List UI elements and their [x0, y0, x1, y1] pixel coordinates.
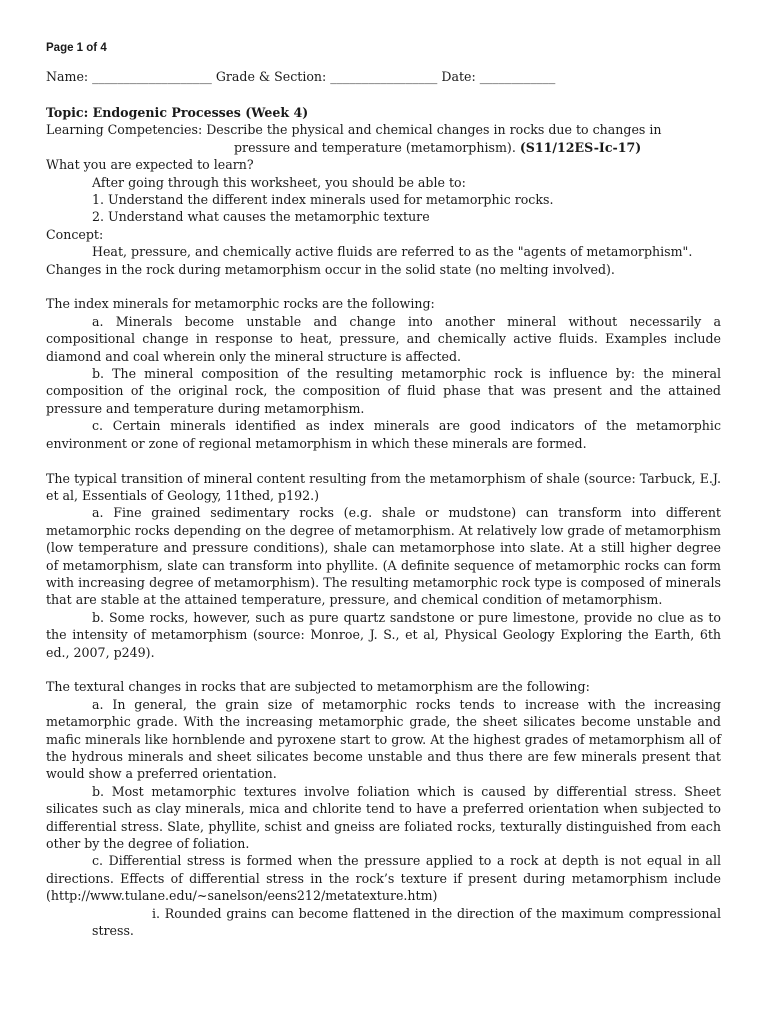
texture-item: b. Most metamorphic textures involve foliation which is caused by differential stress. Sheet silicates such as clay minerals, mica and chlorite tend to have a preferred orientation when subjected to differential stress. Slate, phyllite, schist and gneiss are foliated rocks, texturally distinguished from each other by the degree of foliation. — [46, 783, 721, 852]
concept-paragraph: Heat, pressure, and chemically active fluids are referred to as the "agents of metamorphism". — [92, 244, 693, 260]
index-mineral-item: a. Minerals become unstable and change into another mineral without necessarily a compositional change in response to heat, pressure, and chemically active fluids. Examples include diamond and coal wherein only the mineral structure is affected. — [46, 313, 721, 364]
objective-item: 2. Understand what causes the metamorphic texture — [92, 209, 430, 225]
lc-continuation: pressure and temperature (metamorphism). — [234, 139, 516, 155]
texture-item: a. In general, the grain size of metamorphic rocks tends to increase with the increasing metamorphic grade. With the increasing metamorphic grade, the sheet silicates become unstable and mafic minerals like hornblende and pyroxene start to grow. At the highest grades of metamorphism all of the hydrous minerals and sheet silicates become unstable and thus there are few minerals present that would show a preferred orientation. — [46, 696, 721, 782]
concept-paragraph: Changes in the rock during metamorphism occur in the solid state (no melting involved). — [46, 261, 615, 277]
expectation-question: What you are expected to learn? — [46, 157, 254, 173]
worksheet-body — [46, 104, 721, 939]
texture-subitem: i. Rounded grains can become flattened in the direction of the maximum compressional stress. — [92, 905, 721, 939]
shale-intro: The typical transition of mineral content resulting from the metamorphism of shale (source: Tarbuck, E.J. et al, Essentials of Geology, 11thed, p192.) — [46, 470, 721, 503]
learning-competencies-cont — [46, 139, 721, 156]
learning-competencies: Learning Competencies: Describe the physical and chemical changes in rocks due to changes in — [46, 122, 662, 138]
expectation-intro: After going through this worksheet, you should be able to: — [92, 174, 466, 190]
lc-code: (S11/12ES-Ic-17) — [519, 139, 642, 155]
student-info-line: Name: ___________________ Grade & Section: _________________ Date: ____________ — [46, 69, 556, 84]
index-mineral-item: b. The mineral composition of the resulting metamorphic rock is influence by: the mineral composition of the original rock, the composition of fluid phase that was present and the attained pressure and temperature during metamorphism. — [46, 366, 721, 416]
concept-label: Concept: — [46, 226, 104, 242]
shale-item: b. Some rocks, however, such as pure quartz sandstone or pure limestone, provide no clue as to the intensity of metamorphism (source: Monroe, J. S., et al, Physical Geology Exploring the Earth, 6th ed., 2007, p249). — [46, 609, 721, 660]
shale-item: a. Fine grained sedimentary rocks (e.g. shale or mudstone) can transform into different metamorphic rocks depending on the degree of metamorphism. At relatively low grade of metamorphism (low temperature and pressure conditions), shale can metamorphose into slate. At a still higher degree of metamorphism, slate can transform into phyllite. (A definite sequence of metamorphic rocks can form with increasing degree of metamorphism). The resulting metamorphic rock type is composed of minerals that are stable at the attained temperature, pressure, and chemical condition of metamorphism. — [46, 505, 721, 608]
page-number: Page 1 of 4 — [46, 42, 107, 54]
index-mineral-item: c. Certain minerals identified as index minerals are good indicators of the metamorphic environment or zone of regional metamorphism in which these minerals are formed. — [46, 418, 721, 451]
topic-heading: Topic: Endogenic Processes (Week 4) — [46, 105, 309, 120]
index-minerals-intro: The index minerals for metamorphic rocks are the following: — [46, 296, 435, 312]
objective-item: 1. Understand the different index minerals used for metamorphic rocks. — [92, 192, 554, 208]
texture-intro: The textural changes in rocks that are subjected to metamorphism are the following: — [46, 679, 590, 695]
texture-item: c. Differential stress is formed when the pressure applied to a rock at depth is not equal in all directions. Effects of differential stress in the rock’s texture if present during metamorphism include (http://www.tulane.edu/~sanelson/eens212/metatexture.htm) — [46, 853, 721, 904]
